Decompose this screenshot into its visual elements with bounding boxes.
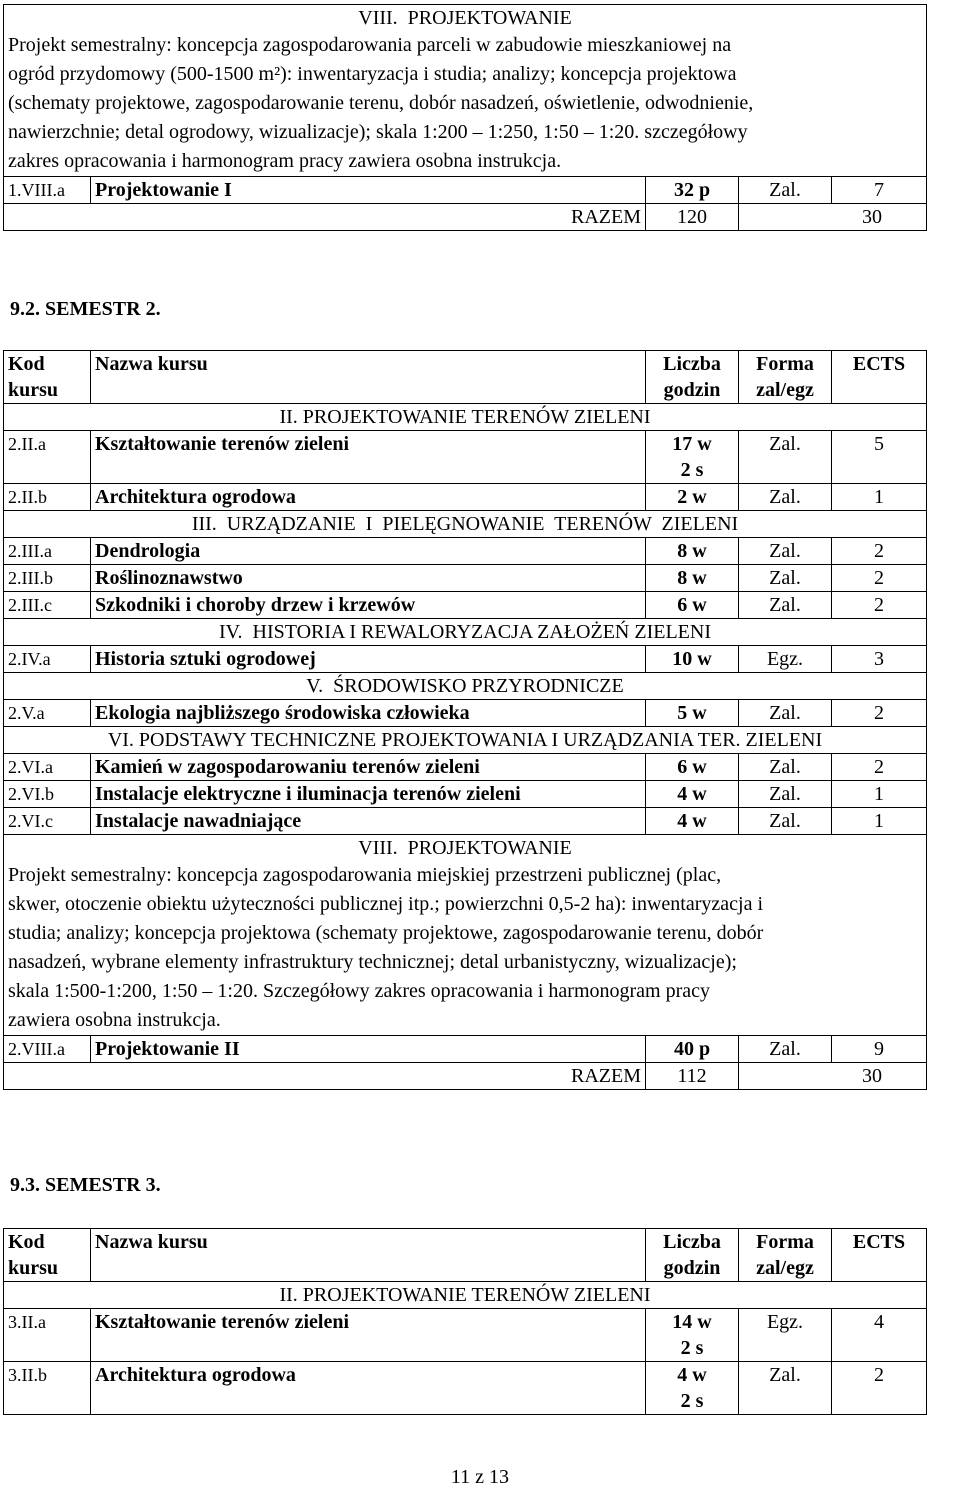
table-row <box>4 754 927 781</box>
semester2-heading: 9.2. SEMESTR 2. <box>10 298 161 320</box>
course-code: 2.VIII.a <box>4 1036 91 1063</box>
table-row <box>4 431 927 484</box>
group-title-row <box>4 1282 927 1309</box>
table-row <box>4 808 927 835</box>
course-ects: 1 <box>832 484 927 511</box>
table-row <box>4 1036 927 1063</box>
course-form: Egz. <box>739 646 832 673</box>
course-ects: 1 <box>832 808 927 835</box>
group-title-row <box>4 619 927 646</box>
course-ects: 2 <box>832 754 927 781</box>
table-header <box>4 351 927 404</box>
header-form: Forma zal/egz <box>739 351 832 404</box>
projekt-section-cell <box>4 5 927 177</box>
course-hours: 40 p <box>646 1036 739 1063</box>
course-hours: 8 w <box>646 538 739 565</box>
course-name: Roślinoznawstwo <box>91 565 646 592</box>
course-form: Zal. <box>739 592 832 619</box>
course-hours: 10 w <box>646 646 739 673</box>
header-name: Nazwa kursu <box>91 351 646 404</box>
table-row <box>4 592 927 619</box>
course-name: Kamień w zagospodarowaniu terenów zieleni <box>91 754 646 781</box>
course-form: Zal. <box>739 484 832 511</box>
course-form: Zal. <box>739 781 832 808</box>
course-form: Zal. <box>739 1036 832 1063</box>
semester3-table <box>3 1228 927 1415</box>
course-ects: 2 <box>832 1362 927 1415</box>
course-code: 2.III.a <box>4 538 91 565</box>
course-form: Zal. <box>739 565 832 592</box>
total-label: RAZEM <box>4 204 646 231</box>
course-hours: 17 w 2 s <box>646 431 739 484</box>
course-form: Zal. <box>739 808 832 835</box>
section-title: VIII. PROJEKTOWANIE <box>358 7 572 29</box>
course-hours: 14 w 2 s <box>646 1309 739 1362</box>
group-title: V. ŚRODOWISKO PRZYRODNICZE <box>4 673 927 700</box>
course-form: Zal. <box>739 1362 832 1415</box>
table-row <box>4 646 927 673</box>
projekt-description: Projekt semestralny: koncepcja zagospodarowania parceli w zabudowie mieszkaniowej na ogród przydomowy (500-1500 m²): inwentaryzacja i studia; analizy; koncepcja projektowa (schematy projektowe, zagospodarowanie terenu, dobór nasadzeń, oświetlenie, odwodnienie, nawierzchnie; detal ogrodowy, wizualizacje); skala 1:200 – 1:250, 1:50 – 1:20. szczegółowy zakres opracowania i harmonogram pracy zawiera osobna instrukcja. <box>8 34 754 172</box>
table-row <box>4 565 927 592</box>
total-row <box>4 204 927 231</box>
course-name: Szkodniki i choroby drzew i krzewów <box>91 592 646 619</box>
course-code: 2.VI.c <box>4 808 91 835</box>
course-hours: 4 w <box>646 808 739 835</box>
course-code: 2.V.a <box>4 700 91 727</box>
course-name: Architektura ogrodowa <box>91 1362 646 1415</box>
page-number: 11 z 13 <box>450 1466 510 1488</box>
course-code: 1.VIII.a <box>4 177 91 204</box>
course-ects: 1 <box>832 781 927 808</box>
course-form: Zal. <box>739 538 832 565</box>
group-title-row <box>4 727 927 754</box>
table-row <box>4 781 927 808</box>
total-hours: 120 <box>646 204 739 231</box>
header-form: Forma zal/egz <box>739 1229 832 1282</box>
course-name: Projektowanie I <box>91 177 646 204</box>
course-form: Zal. <box>739 177 832 204</box>
header-hours: Liczba godzin <box>646 1229 739 1282</box>
course-ects: 3 <box>832 646 927 673</box>
projekt-description: Projekt semestralny: koncepcja zagospodarowania miejskiej przestrzeni publicznej (plac, skwer, otoczenie obiektu użyteczności publicznej itp.; powierzchni 0,5-2 ha): inwentaryzacja i studia; analizy; koncepcja projektowa (schematy projektowe, zagospodarowanie terenu, dobór nasadzeń, wybrane elementy infrastruktury technicznej; detal urbanistyczny, wizualizacje); skala 1:500-1:200, 1:50 – 1:20. Szczegółowy zakres opracowania i harmonogram pracy zawiera osobna instrukcja. <box>8 864 764 1031</box>
table-row <box>4 538 927 565</box>
course-hours: 2 w <box>646 484 739 511</box>
table-header <box>4 1229 927 1282</box>
course-ects: 4 <box>832 1309 927 1362</box>
course-hours: 8 w <box>646 565 739 592</box>
course-name: Kształtowanie terenów zieleni <box>91 1309 646 1362</box>
total-ects: 30 <box>739 1063 927 1090</box>
table-row <box>4 1309 927 1362</box>
course-form: Zal. <box>739 754 832 781</box>
section-title: VIII. PROJEKTOWANIE <box>358 837 572 859</box>
group-title: III. URZĄDZANIE I PIELĘGNOWANIE TERENÓW ZIELENI <box>4 511 927 538</box>
course-form: Zal. <box>739 431 832 484</box>
course-code: 3.II.a <box>4 1309 91 1362</box>
group-title-row <box>4 511 927 538</box>
group-title: II. PROJEKTOWANIE TERENÓW ZIELENI <box>4 404 927 431</box>
course-hours: 6 w <box>646 592 739 619</box>
total-label: RAZEM <box>4 1063 646 1090</box>
course-ects: 2 <box>832 538 927 565</box>
course-hours: 6 w <box>646 754 739 781</box>
table-row <box>4 177 927 204</box>
table-row <box>4 1362 927 1415</box>
course-name: Projektowanie II <box>91 1036 646 1063</box>
course-code: 3.II.b <box>4 1362 91 1415</box>
total-hours: 112 <box>646 1063 739 1090</box>
course-code: 2.VI.a <box>4 754 91 781</box>
course-hours: 32 p <box>646 177 739 204</box>
header-hours: Liczba godzin <box>646 351 739 404</box>
course-ects: 7 <box>832 177 927 204</box>
course-name: Dendrologia <box>91 538 646 565</box>
header-ects: ECTS <box>832 351 927 404</box>
table-row <box>4 484 927 511</box>
header-ects: ECTS <box>832 1229 927 1282</box>
header-code: Kod kursu <box>4 1229 91 1282</box>
projekt-row <box>4 835 927 1036</box>
group-title-row <box>4 404 927 431</box>
semester2-table <box>3 350 927 1090</box>
table-row <box>4 700 927 727</box>
course-ects: 5 <box>832 431 927 484</box>
group-title: IV. HISTORIA I REWALORYZACJA ZAŁOŻEŃ ZIELENI <box>4 619 927 646</box>
total-row <box>4 1063 927 1090</box>
course-name: Historia sztuki ogrodowej <box>91 646 646 673</box>
header-name: Nazwa kursu <box>91 1229 646 1282</box>
semester3-heading: 9.3. SEMESTR 3. <box>10 1174 161 1196</box>
course-ects: 2 <box>832 700 927 727</box>
course-code: 2.II.b <box>4 484 91 511</box>
course-ects: 2 <box>832 565 927 592</box>
course-ects: 2 <box>832 592 927 619</box>
course-code: 2.II.a <box>4 431 91 484</box>
course-name: Instalacje nawadniające <box>91 808 646 835</box>
course-name: Architektura ogrodowa <box>91 484 646 511</box>
course-code: 2.III.c <box>4 592 91 619</box>
course-name: Instalacje elektryczne i iluminacja terenów zieleni <box>91 781 646 808</box>
projekt-section-cell <box>4 835 927 1036</box>
course-name: Kształtowanie terenów zieleni <box>91 431 646 484</box>
semester1-projekt-table <box>3 4 927 231</box>
course-code: 2.III.b <box>4 565 91 592</box>
total-ects: 30 <box>739 204 927 231</box>
course-code: 2.VI.b <box>4 781 91 808</box>
header-code: Kod kursu <box>4 351 91 404</box>
course-name: Ekologia najbliższego środowiska człowieka <box>91 700 646 727</box>
group-title: II. PROJEKTOWANIE TERENÓW ZIELENI <box>4 1282 927 1309</box>
course-form: Egz. <box>739 1309 832 1362</box>
course-ects: 9 <box>832 1036 927 1063</box>
course-form: Zal. <box>739 700 832 727</box>
course-code: 2.IV.a <box>4 646 91 673</box>
group-title: VI. PODSTAWY TECHNICZNE PROJEKTOWANIA I URZĄDZANIA TER. ZIELENI <box>4 727 927 754</box>
group-title-row <box>4 673 927 700</box>
course-hours: 5 w <box>646 700 739 727</box>
course-hours: 4 w <box>646 781 739 808</box>
course-hours: 4 w 2 s <box>646 1362 739 1415</box>
